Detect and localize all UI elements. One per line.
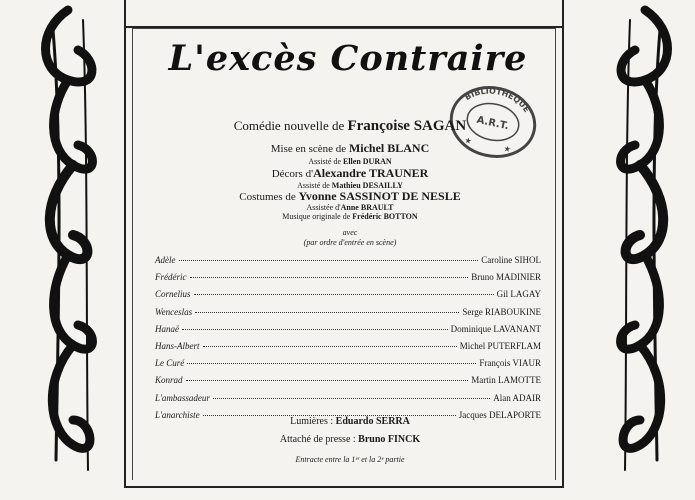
dot-leader bbox=[195, 312, 459, 313]
credit-decors bbox=[150, 166, 550, 181]
cast-actor: Alan ADAIR bbox=[493, 392, 541, 403]
cast-list bbox=[155, 255, 541, 427]
presse-name: Bruno FINCK bbox=[358, 434, 421, 445]
dot-leader bbox=[194, 294, 494, 295]
credit-name: Mathieu DESAILLY bbox=[331, 181, 403, 190]
cast-row bbox=[155, 255, 541, 272]
cast-actor: Gil LAGAY bbox=[496, 289, 541, 300]
cast-row bbox=[155, 289, 541, 306]
left-scroll-ornament bbox=[28, 0, 108, 480]
credit-name: Anne BRAULT bbox=[340, 203, 394, 212]
presse-credit bbox=[150, 434, 550, 445]
credit-label: Assisté de bbox=[297, 181, 332, 190]
cast-actor: François VIAUR bbox=[479, 358, 541, 369]
cast-role: Wenceslas bbox=[155, 306, 193, 317]
cast-row bbox=[155, 272, 541, 289]
dot-leader bbox=[179, 260, 479, 261]
frame-top-band bbox=[124, 0, 564, 28]
lumieres-credit bbox=[150, 416, 550, 427]
dot-leader bbox=[203, 346, 457, 347]
svg-text:★: ★ bbox=[502, 143, 512, 155]
svg-text:★: ★ bbox=[463, 135, 473, 146]
credit-label: Assisté de bbox=[308, 157, 343, 166]
order-note: (par ordre d'entrée en scène) bbox=[303, 238, 397, 247]
credit-name: Ellen DURAN bbox=[343, 157, 392, 166]
credit-name: Alexandre TRAUNER bbox=[313, 166, 429, 180]
cast-role: Adèle bbox=[155, 255, 176, 265]
author-name: Françoise SAGAN bbox=[347, 118, 467, 134]
cast-row bbox=[155, 341, 541, 358]
dot-leader bbox=[186, 380, 469, 381]
credit-label: Décors d' bbox=[271, 168, 314, 180]
credit-mise-assist bbox=[150, 157, 550, 166]
credit-costumes bbox=[150, 189, 550, 204]
stamp-top-text: BIBLIOTHÈQUE bbox=[463, 86, 532, 115]
subtitle-prefix: Comédie nouvelle de bbox=[233, 118, 348, 133]
credit-label: Assistée d' bbox=[306, 203, 341, 212]
cast-role: Hanaë bbox=[155, 323, 179, 334]
cast-row bbox=[155, 393, 541, 410]
dot-leader bbox=[190, 277, 469, 278]
cast-actor: Martin LAMOTTE bbox=[471, 375, 541, 386]
subtitle-line bbox=[150, 118, 550, 135]
cast-role: Cornelius bbox=[155, 289, 191, 300]
cast-actor: Bruno MADINIER bbox=[471, 272, 541, 283]
cast-actor: Serge RIABOUKINE bbox=[462, 306, 541, 317]
cast-role: Le Curé bbox=[155, 358, 185, 369]
cast-row bbox=[155, 307, 541, 324]
cast-actor: Caroline SIHOL bbox=[481, 255, 541, 265]
credit-name: Michel BLANC bbox=[348, 141, 430, 155]
credit-musique bbox=[150, 212, 550, 221]
credit-name: Frédéric BOTTON bbox=[352, 212, 418, 221]
cast-actor: Jacques DELAPORTE bbox=[458, 409, 541, 420]
cast-role: Hans-Albert bbox=[155, 340, 200, 351]
presse-label: Attaché de presse : bbox=[279, 434, 359, 445]
entracte-note: Entracte entre la 1ᵉʳ et la 2ᵉ partie bbox=[295, 455, 405, 464]
credit-mise bbox=[150, 141, 550, 156]
cast-role: Konrad bbox=[155, 375, 183, 386]
lumieres-label: Lumières : bbox=[290, 416, 336, 427]
credit-label: Musique originale de bbox=[282, 212, 353, 221]
dot-leader bbox=[182, 329, 448, 330]
dot-leader bbox=[213, 398, 490, 399]
dot-leader bbox=[187, 363, 476, 364]
lumieres-name: Eduardo SERRA bbox=[335, 416, 410, 427]
cast-role: L'anarchiste bbox=[155, 409, 200, 420]
cast-role: Frédéric bbox=[155, 272, 187, 283]
credit-label: Costumes de bbox=[239, 191, 299, 203]
cast-row bbox=[155, 375, 541, 392]
right-scroll-ornament bbox=[605, 0, 685, 480]
credit-name: Yvonne SASSINOT DE NESLE bbox=[298, 189, 461, 203]
credit-costumes-assist bbox=[150, 203, 550, 212]
cast-actor: Dominique LAVANANT bbox=[450, 323, 541, 334]
play-title: L'excès Contraire bbox=[168, 38, 528, 79]
credit-label: Mise en scène de bbox=[270, 143, 349, 155]
cast-row bbox=[155, 358, 541, 375]
cast-role: L'ambassadeur bbox=[155, 392, 210, 403]
avec-label: avec bbox=[342, 228, 358, 237]
cast-actor: Michel PUTERFLAM bbox=[459, 340, 541, 351]
cast-row bbox=[155, 324, 541, 341]
stamp-center-text: A.R.T. bbox=[475, 114, 510, 133]
